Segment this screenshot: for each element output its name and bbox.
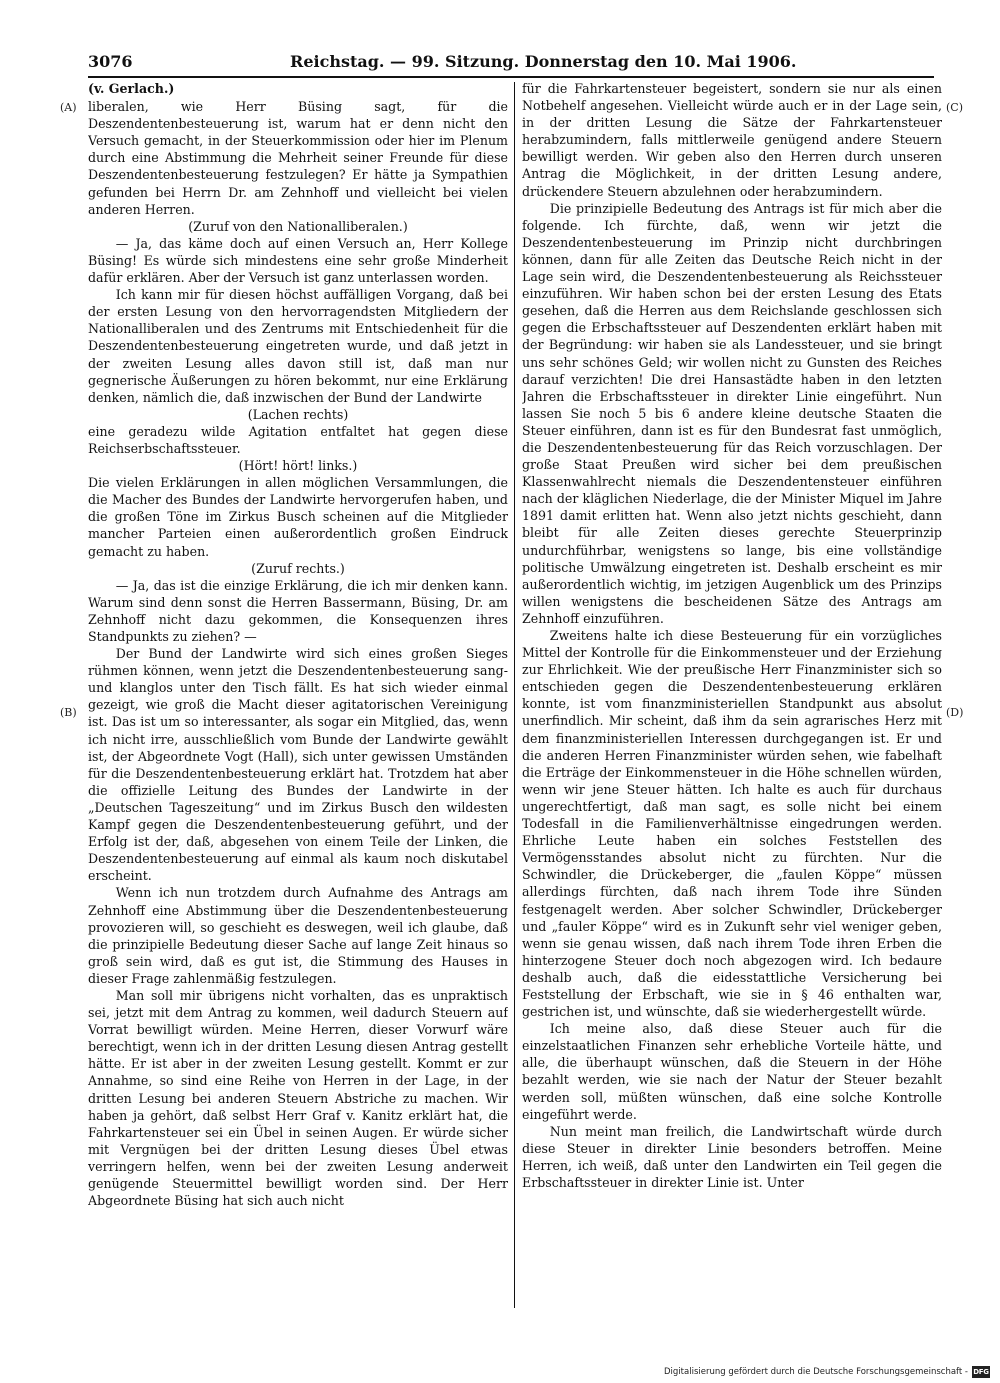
paragraph: Die prinzipielle Bedeutung des Antrags ist für mich aber die folgende. Ich fürchte, daß, wenn wir jetzt die Deszendentenbesteuerung im Prinzip nicht durchbringen können, dann für alle Zeiten das Deutsche Reich nicht in der Lage sein wird, die Deszendentenbesteuerung als Reichssteuer einzuführen. Wir haben schon bei der ersten Lesung des Etats gesehen, daß die Herren aus dem Reichslande geschlossen sich gegen die Erbschaftssteuer auf Deszendenten erklärt haben mit der Begründung: wir haben sie als Landessteuer, und sie bringt uns sehr schönes Geld; wir wollen nicht zu Gunsten des Reiches darauf verzichten! Die drei Hansastädte haben in den letzten Jahren die Erbschaftssteuer in direkter Linie eingeführt. Nun lassen Sie noch 5 bis 6 andere kleine deutsche Staaten die Steuer einführen, dann ist es für den Bundesrat fast unmöglich, die Deszendentenbesteuerung für das Reich vorzuschlagen. Der große Staat Preußen wird sicher bei dem preußischen Klassenwahlrecht niemals die Deszendentensteuer einführen nach der kläglichen Niederlage, die der Minister Miquel im Jahre 1891 damit erlitten hat. Wenn also jetzt nichts geschieht, dann bleibt für alle Zeiten dieses gerechte Steuerprinzip undurchführbar, wenigstens so lange, bis eine vollständige politische Umwälzung eingetreten ist. Deshalb erscheint es mir außerordentlich wichtig, im jetzigen Augenblick um des Prinzips willen wenigstens die bescheidenen Sätze des Antrags am Zehnhoff einzuführen. [522,200,942,626]
speaker-label: (v. Gerlach.) [88,81,175,96]
dfg-logo-icon: DFG [973,1368,989,1376]
margin-marker-a: (A) [60,101,77,114]
interjection: (Zuruf von den Nationalliberalen.) [188,218,408,234]
paragraph: Die vielen Erklärungen in allen möglichen Versammlungen, die die Macher des Bundes der Landwirte hervorgerufen haben, und die großen Töne im Zirkus Busch scheinen auf die Mitglieder mancher Parteien einen außerordentlich großen Eindruck gemacht zu haben. [88,475,508,559]
paragraph: Man soll mir übrigens nicht vorhalten, das es unpraktisch sei, jetzt mit dem Antrag zu kommen, weil dadurch Steuern auf Vorrat bewilligt würden. Meine Herren, dieser Vorwurf wäre berechtigt, wenn ich in der dritten Lesung diesen Antrag gestellt hätte. Er ist aber in der zweiten Lesung gestellt. Kommt er zur Annahme, so sind eine Reihe von Herren in der Lage, in der dritten Lesung bei anderen Steuern Abstriche zu machen. Wir haben ja gehört, daß selbst Herr Graf v. Kanitz erklärt hat, die Fahrkartensteuer sei ein Übel in seinen Augen. Er würde sicher mit Vergnügen bei der dritten Lesung dieses Übel etwas verringern helfen, wenn bei der zweiten Lesung anderweit genügende Steuermittel bewilligt worden sind. Der Herr Abgeordnete Büsing hat sich auch nicht [88,987,508,1209]
paragraph: eine geradezu wilde Agitation entfaltet hat gegen diese Reichserbschaftssteuer. [88,423,508,456]
paragraph: für die Fahrkartensteuer begeistert, sondern sie nur als einen Notbehelf angesehen. Vielleicht würde auch er in der Lage sein, in der dritten Lesung die Sätze der Fahrkartensteuer herabzumindern, falls mittlerweile genügend andere Steuern bewilligt werden. Wir geben also den Herren durch unseren Antrag die Möglichkeit, in der dritten Lesung andere, drückendere Steuern abzulehnen oder herabzumindern. [522,81,942,199]
paragraph: Ich kann mir für diesen höchst auffälligen Vorgang, daß bei der ersten Lesung von den hervorragendsten Mitgliedern der Nationalliberalen und des Zentrums mit Entschiedenheit für die Deszendentenbesteuerung eingetreten wurde, und daß jetzt in der zweiten Lesung alles davon still ist, daß man nur gegnerische Äußerungen zu hören bekommt, nur eine Erklärung denken, nämlich die, daß inzwischen der Bund der Landwirte [88,287,508,405]
running-title: Reichstag. — 99. Sitzung. Donnerstag den 10. Mai 1906. [290,52,797,71]
paragraph: — Ja, das käme doch auf einen Versuch an, Herr Kollege Büsing! Es würde sich mindestens eine sehr große Minderheit dafür erklären. Aber der Versuch ist ganz unterlassen worden. [88,235,508,286]
paragraph: Nun meint man freilich, die Landwirtschaft würde durch diese Steuer in direkter Linie besonders betroffen. Meine Herren, ich weiß, daß unter den Landwirten ein Teil gegen die Erbschaftssteuer in direkter Linie ist. Unter [522,1123,942,1190]
header-rule [88,76,934,78]
interjection: (Hört! hört! links.) [238,458,358,474]
margin-marker-b: (B) [60,706,77,719]
column-divider [514,82,515,1308]
page-header [88,50,934,74]
credit-text: Digitalisierung gefördert durch die Deutsche Forschungsgemeinschaft - [664,1367,968,1377]
margin-marker-c: (C) [946,101,963,114]
interjection: (Zuruf rechts.) [251,560,345,576]
paragraph: Zweitens halte ich diese Besteuerung für ein vorzügliches Mittel der Kontrolle für die Einkommensteuer und der Erziehung zur Ehrlichkeit. Wie der preußische Herr Finanzminister sich so entschieden gegen die Deszendentenbesteuerung erklären konnte, ist vom finanzministeriellen Standpunkt aus absolut unerfindlich. Mir scheint, daß ihm da sein agrarisches Herz mit dem finanzministeriellen Interessen durchgegangen ist. Er und die anderen Herren Finanzminister würden sehen, wie fabelhaft die Erträge der Einkommensteuer in die Höhe schnellen würden, wenn wir jene Steuer hätten. Ich halte es auch für durchaus ungerechtfertigt, daß man sagt, es solle nicht bei einem Todesfall in die Familienverhältnisse eingedrungen werden. Ehrliche Leute haben ein solches Feststellen des Vermögensstandes absolut nicht zu fürchten. Nur die Schwindler, die Drückeberger, die „faulen Köppe“ müssen allerdings fürchten, daß nach ihrem Tode ihre Sünden festgenagelt werden. Aber solcher Schwindler, Drückeberger und „fauler Köppe“ wird es in Zukunft sehr viel weniger geben, wenn sie genau wissen, daß nach ihrem Tode ihren Erben die hinterzogene Steuer doch noch abgezogen wird. Ich bedaure deshalb auch, daß die eidesstattliche Versicherung bei Feststellung der Erbschaft, wie sie in § 46 enthalten war, gestrichen ist, und wünschte, daß sie wiederhergestellt würde. [522,628,942,1020]
paragraph: Ich meine also, daß diese Steuer auch für die einzelstaatlichen Finanzen sehr erhebliche Vorteile hätte, und alle, die überhaupt wünschen, daß die Steuern in der Höhe bezahlt werden, wie sie nach der Natur der Steuer bezahlt werden soll, müßten wünschen, daß eine solche Kontrolle eingeführt werde. [522,1021,942,1122]
page-number: 3076 [88,52,133,71]
interjection: (Lachen rechts) [247,406,349,422]
right-column [522,80,942,1308]
paragraph: Wenn ich nun trotzdem durch Aufnahme des Antrags am Zehnhoff eine Abstimmung über die Deszendentenbesteuerung provozieren will, so geschieht es deswegen, weil ich glaube, daß die prinzipielle Bedeutung dieser Sache auf lange Zeit hinaus so groß sein wird, daß es gut ist, die Stimmung des Hauses in dieser Frage zahlenmäßig festzulegen. [88,885,508,986]
paragraph: liberalen, wie Herr Büsing sagt, für die Deszendentenbesteuerung ist, warum hat er denn nicht den Versuch gemacht, in der Steuerkommission oder hier im Plenum durch eine Abstimmung die Mehrheit seiner Freunde für diese Deszendentenbesteuerung festzulegen? Er hätte ja Sympathien gefunden bei Herrn Dr. am Zehnhoff und vielleicht bei vielen anderen Herren. [88,99,508,217]
left-column [88,80,508,1308]
paragraph: Der Bund der Landwirte wird sich eines großen Sieges rühmen können, wenn jetzt die Deszendentenbesteuerung sang- und klanglos unter den Tisch fällt. Es hat sich wieder einmal gezeigt, wie groß die Macht dieser agitatorischen Vereinigung ist. Das ist um so interessanter, als sogar ein Mitglied, das, wenn ich nicht irre, ausschließlich vom Bunde der Landwirte gewählt ist, der Abgeordnete Vogt (Hall), sich unter gewissen Umständen für die Deszendentenbesteuerung erklärt hat. Trotzdem hat aber die offizielle Leitung des Bundes der Landwirte in der „Deutschen Tageszeitung“ und im Zirkus Busch den wildesten Kampf gegen die Deszendentenbesteuerung geführt, und der Erfolg ist der, daß, abgesehen von einem Teile der Linken, die Deszendentenbesteuerung auf einmal als kaum noch diskutabel erscheint. [88,646,508,884]
paragraph: — Ja, das ist die einzige Erklärung, die ich mir denken kann. Warum sind denn sonst die Herren Bassermann, Büsing, Dr. am Zehnhoff nicht dazu gekommen, die Konsequenzen ihres Standpunkts zu ziehen? — [88,577,508,644]
digitization-credit [600,1364,990,1380]
margin-marker-d: (D) [946,706,964,719]
